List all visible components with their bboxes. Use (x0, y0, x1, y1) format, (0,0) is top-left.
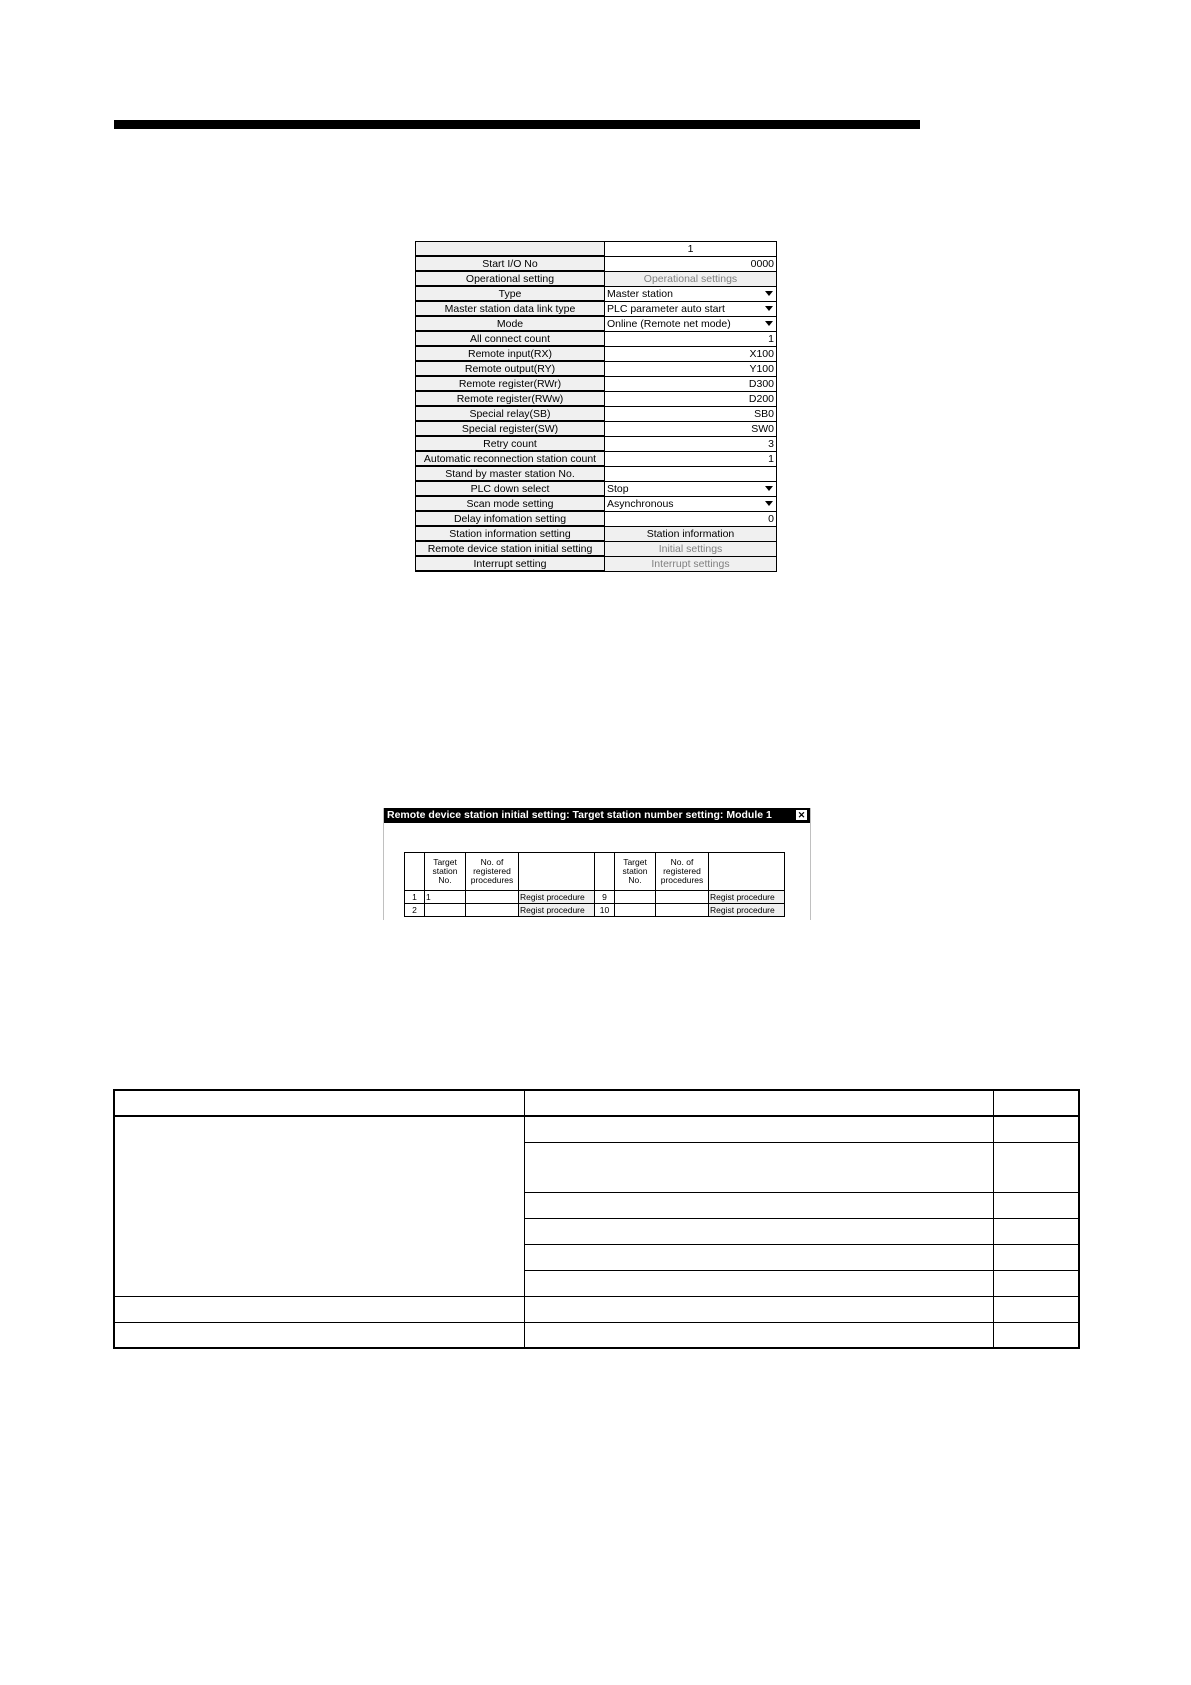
param-row (416, 542, 777, 557)
param-label: Mode (416, 317, 605, 332)
param-header-row (416, 242, 777, 257)
registered-procedures-cell (656, 904, 709, 917)
param-settings-button[interactable]: Operational settings (605, 272, 777, 287)
param-row (416, 392, 777, 407)
chevron-down-icon[interactable] (765, 486, 773, 491)
regist-procedure-button[interactable]: Regist procedure (519, 904, 595, 917)
target-station-input[interactable] (615, 891, 656, 904)
header-button-col (519, 853, 595, 891)
param-label: Remote register(RWw) (416, 392, 605, 407)
header-target-station-2: Target station No. (615, 853, 656, 891)
param-row (416, 377, 777, 392)
param-label: Master station data link type (416, 302, 605, 317)
param-value-field[interactable]: Y100 (605, 362, 777, 377)
param-label: Start I/O No (416, 257, 605, 272)
param-label: Remote register(RWr) (416, 377, 605, 392)
registered-procedures-cell (466, 891, 519, 904)
table-row (114, 1116, 1079, 1142)
registered-procedures-cell (656, 891, 709, 904)
param-label: PLC down select (416, 482, 605, 497)
param-row (416, 347, 777, 362)
chevron-down-icon[interactable] (765, 501, 773, 506)
param-label: Interrupt setting (416, 557, 605, 572)
param-label: Station information setting (416, 527, 605, 542)
chevron-down-icon[interactable] (765, 291, 773, 296)
param-value-field[interactable]: SB0 (605, 407, 777, 422)
param-row (416, 422, 777, 437)
header-registered-procedures: No. of registered procedures (466, 853, 519, 891)
param-value-field[interactable]: X100 (605, 347, 777, 362)
param-row (416, 257, 777, 272)
target-station-table (404, 852, 785, 917)
param-row (416, 512, 777, 527)
param-label: Special register(SW) (416, 422, 605, 437)
param-settings-button[interactable]: Interrupt settings (605, 557, 777, 572)
param-settings-button[interactable]: Initial settings (605, 542, 777, 557)
param-column-header: 1 (605, 242, 777, 257)
target-station-dialog (383, 808, 811, 920)
param-value-field[interactable]: 1 (605, 332, 777, 347)
target-station-input[interactable] (615, 904, 656, 917)
param-row (416, 527, 777, 542)
table-row (114, 1090, 1079, 1116)
regist-procedure-button[interactable]: Regist procedure (519, 891, 595, 904)
param-value-field[interactable]: 0000 (605, 257, 777, 272)
target-station-input[interactable]: 1 (425, 891, 466, 904)
param-row (416, 272, 777, 287)
param-row (416, 437, 777, 452)
network-parameter-grid (415, 241, 777, 572)
param-header-blank (416, 242, 605, 257)
param-value-select[interactable]: Stop (605, 482, 777, 497)
regist-procedure-button[interactable]: Regist procedure (709, 891, 785, 904)
header-target-station: Target station No. (425, 853, 466, 891)
param-value-select[interactable]: PLC parameter auto start (605, 302, 777, 317)
param-value-field[interactable]: D300 (605, 377, 777, 392)
param-label: Type (416, 287, 605, 302)
param-value-field[interactable] (605, 467, 777, 482)
param-label: Stand by master station No. (416, 467, 605, 482)
param-value-field[interactable]: SW0 (605, 422, 777, 437)
param-settings-button[interactable]: Station information (605, 527, 777, 542)
dialog-header-row (405, 853, 785, 891)
row-number: 2 (405, 904, 425, 917)
param-row (416, 332, 777, 347)
param-label: Automatic reconnection station count (416, 452, 605, 467)
header-rule (114, 120, 920, 129)
param-row (416, 482, 777, 497)
param-label: Special relay(SB) (416, 407, 605, 422)
param-row (416, 317, 777, 332)
param-row (416, 362, 777, 377)
param-label: Remote output(RY) (416, 362, 605, 377)
header-registered-procedures-2: No. of registered procedures (656, 853, 709, 891)
param-row (416, 287, 777, 302)
param-row (416, 467, 777, 482)
param-row (416, 407, 777, 422)
param-value-field[interactable]: 1 (605, 452, 777, 467)
param-value-select[interactable]: Master station (605, 287, 777, 302)
header-num-2 (595, 853, 615, 891)
param-row (416, 497, 777, 512)
param-row (416, 452, 777, 467)
table-row (405, 891, 785, 904)
param-label: Operational setting (416, 272, 605, 287)
param-value-select[interactable]: Asynchronous (605, 497, 777, 512)
blank-table (113, 1089, 1080, 1349)
target-station-input[interactable] (425, 904, 466, 917)
param-label: All connect count (416, 332, 605, 347)
table-row (114, 1322, 1079, 1348)
regist-procedure-button[interactable]: Regist procedure (709, 904, 785, 917)
param-value-field[interactable]: 0 (605, 512, 777, 527)
registered-procedures-cell (466, 904, 519, 917)
param-row (416, 557, 777, 572)
row-number: 10 (595, 904, 615, 917)
param-label: Retry count (416, 437, 605, 452)
param-label: Scan mode setting (416, 497, 605, 512)
param-value-select[interactable]: Online (Remote net mode) (605, 317, 777, 332)
param-label: Delay infomation setting (416, 512, 605, 527)
row-number: 9 (595, 891, 615, 904)
dialog-title-bar (384, 808, 810, 823)
table-row (114, 1296, 1079, 1322)
param-row (416, 302, 777, 317)
dialog-title: Remote device station initial setting: Target station number setting: Module 1 (387, 809, 772, 821)
chevron-down-icon[interactable] (765, 321, 773, 326)
header-num (405, 853, 425, 891)
row-number: 1 (405, 891, 425, 904)
header-button-col-2 (709, 853, 785, 891)
param-label: Remote input(RX) (416, 347, 605, 362)
param-label: Remote device station initial setting (416, 542, 605, 557)
param-value-field[interactable]: 3 (605, 437, 777, 452)
table-row (405, 904, 785, 917)
param-value-field[interactable]: D200 (605, 392, 777, 407)
close-icon[interactable]: ✕ (797, 810, 806, 820)
chevron-down-icon[interactable] (765, 306, 773, 311)
